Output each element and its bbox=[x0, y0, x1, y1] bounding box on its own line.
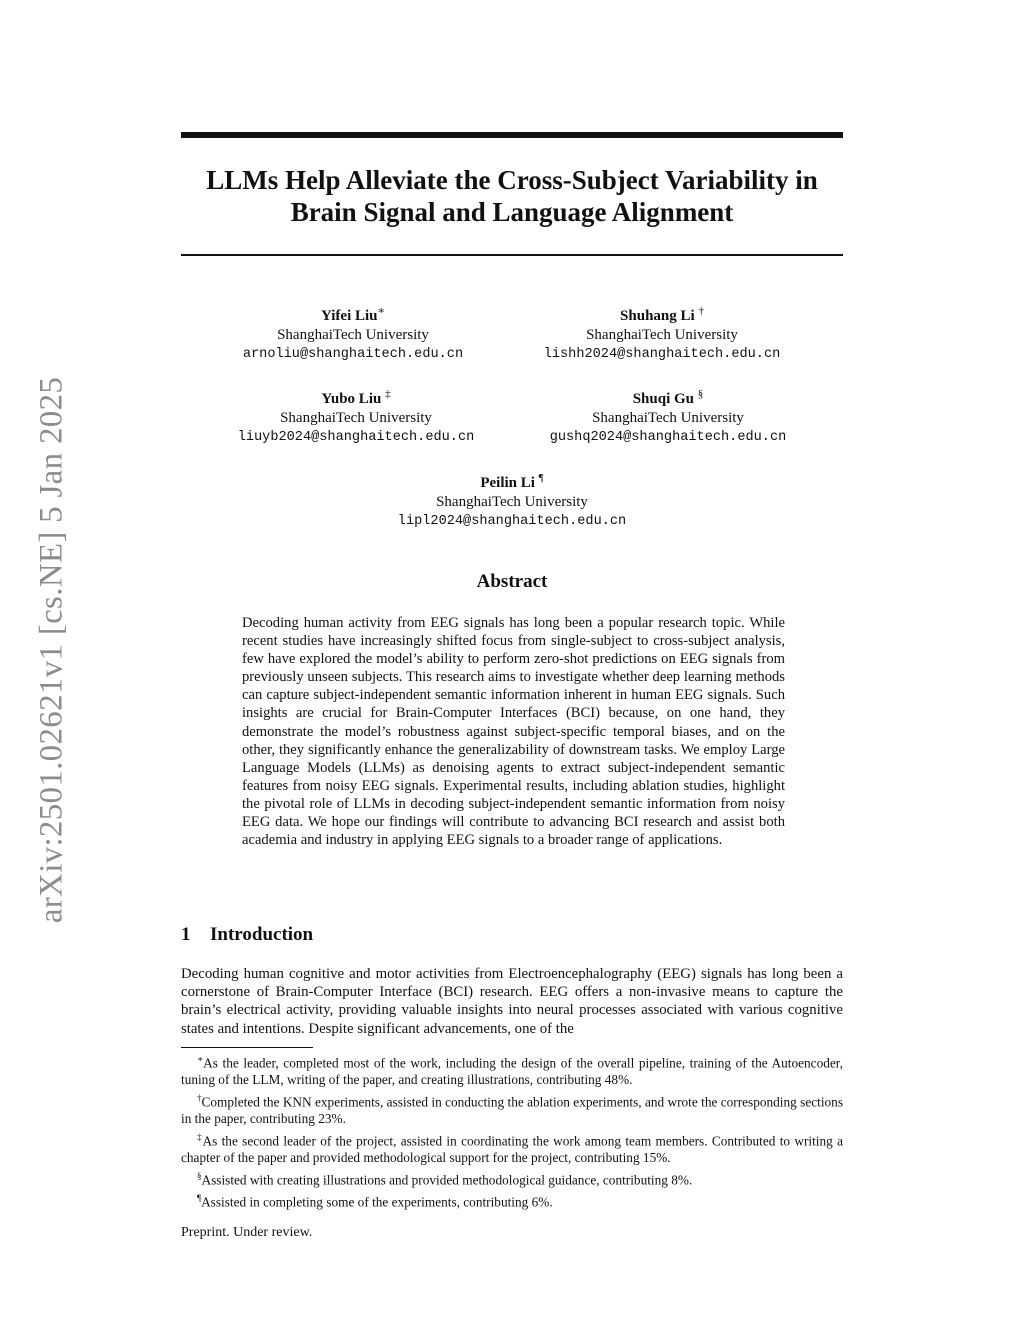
author-email: liuyb2024@shanghaitech.edu.cn bbox=[237, 430, 475, 445]
author-block-yifei-liu bbox=[193, 302, 513, 364]
section-number: 1 bbox=[181, 924, 191, 945]
footnote: ∗As the leader, completed most of the work, including the design of the overall pipeline, training of the Autoencoder, tuning of the LLM, writing of the paper, and creating illustrations, contributing 48%. bbox=[181, 1054, 843, 1087]
author-mark: † bbox=[698, 305, 704, 317]
author-mark: ∗ bbox=[377, 305, 385, 317]
author-block-shuqi-gu bbox=[508, 385, 828, 447]
section-heading-introduction bbox=[181, 924, 313, 946]
author-affiliation: ShanghaiTech University bbox=[592, 410, 744, 426]
title-bottom-rule bbox=[181, 254, 843, 256]
footnote: ‡As the second leader of the project, assisted in coordinating the work among team members. Contributed to writing a chapter of the paper and provided methodological support for the project, contributing 15%. bbox=[181, 1131, 844, 1165]
footnote-mark: § bbox=[197, 1170, 202, 1181]
author-affiliation: ShanghaiTech University bbox=[277, 327, 429, 343]
author-email: gushq2024@shanghaitech.edu.cn bbox=[549, 430, 787, 445]
author-name: Shuhang Li † bbox=[620, 305, 704, 324]
author-mark: ‡ bbox=[385, 388, 391, 400]
footnote-mark: ∗ bbox=[197, 1054, 204, 1064]
author-affiliation: ShanghaiTech University bbox=[586, 327, 738, 343]
author-email: arnoliu@shanghaitech.edu.cn bbox=[242, 347, 464, 362]
author-name: Shuqi Gu § bbox=[632, 388, 704, 407]
footnote: §Assisted with creating illustrations and provided methodological guidance, contributing 8%. bbox=[197, 1170, 693, 1188]
author-affiliation: ShanghaiTech University bbox=[436, 494, 588, 510]
footnote-mark: † bbox=[197, 1092, 202, 1103]
abstract-heading: Abstract bbox=[476, 571, 548, 592]
author-mark: ¶ bbox=[538, 472, 544, 484]
abstract-text: Decoding human activity from EEG signals has long been a popular research topic. While recent studies have increasingly shifted focus from single-subject to cross-subject analysis, few have explored the model’s ability to perform zero-shot predictions on EEG signals from previously unseen subjects. This research aims to investigate whether deep learning methods can capture subject-independent semantic information inherent in human EEG signals. Such insights are crucial for Brain-Computer Interfaces (BCI) because, on one hand, they demonstrate the model’s robustness against subject-specific temporal biases, and on the other, they significantly enhance the generalizability of downstream tasks. We employ Large Language Models (LLMs) as denoising agents to extract subject-independent semantic features from noisy EEG signals. Experimental results, including ablation studies, highlight the pivotal role of LLMs in decoding subject-independent semantic information from noisy EEG data. We hope our findings will contribute to advancing BCI research and assist both academia and industry in applying EEG signals to a broader range of applications. bbox=[242, 615, 785, 849]
author-block-peilin-li bbox=[352, 469, 672, 531]
preprint-footer: Preprint. Under review. bbox=[181, 1225, 313, 1240]
footnote: ¶Assisted in completing some of the experiments, contributing 6%. bbox=[197, 1193, 553, 1210]
footnote-rule bbox=[181, 1047, 313, 1048]
section-title: Introduction bbox=[210, 924, 314, 945]
footnotes bbox=[181, 1051, 843, 1213]
title-top-rule bbox=[181, 132, 843, 138]
author-email: lishh2024@shanghaitech.edu.cn bbox=[543, 347, 781, 362]
author-name: Yifei Liu∗ bbox=[320, 305, 385, 324]
author-block-shuhang-li bbox=[502, 302, 822, 364]
author-email: lipl2024@shanghaitech.edu.cn bbox=[397, 514, 627, 529]
arxiv-identifier-stamp: arXiv:2501.02621v1 [cs.NE] 5 Jan 2025 bbox=[33, 376, 70, 924]
footnote: †Completed the KNN experiments, assisted in conducting the ablation experiments, and wrote the corresponding sections in the paper, contributing 23%. bbox=[181, 1092, 843, 1126]
footnote-mark: ¶ bbox=[197, 1193, 202, 1204]
paper-title: LLMs Help Alleviate the Cross-Subject Variability in Brain Signal and Language Alignment bbox=[206, 165, 818, 227]
author-name: Yubo Liu ‡ bbox=[321, 388, 391, 407]
footnote-mark: ‡ bbox=[197, 1131, 203, 1142]
author-affiliation: ShanghaiTech University bbox=[280, 410, 432, 426]
author-name: Peilin Li ¶ bbox=[480, 472, 544, 491]
introduction-text: Decoding human cognitive and motor activities from Electroencephalography (EEG) signals has long been a cornerstone of Brain-Computer Interface (BCI) research. EEG offers a non-invasive means to capture the brain’s electrical activity, providing valuable insights into neural processes associated with various cognitive states and intentions. Despite significant advancements, one of the bbox=[181, 966, 843, 1037]
author-block-yubo-liu bbox=[196, 385, 516, 447]
author-mark: § bbox=[697, 388, 704, 400]
